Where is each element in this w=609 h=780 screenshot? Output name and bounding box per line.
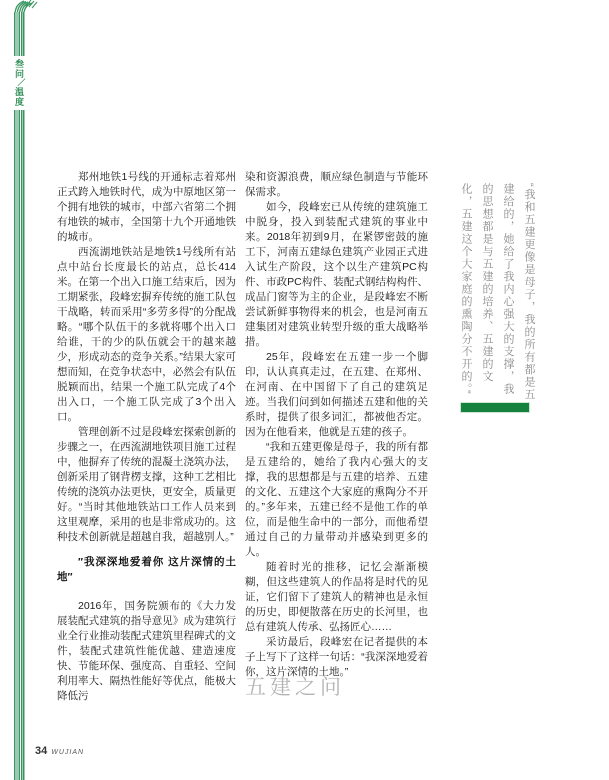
paragraph: 西流湖地铁站是地铁1号线所有站点中站台长度最长的站点，总长414米。在第一个出入口施工结束后，因为工期紧张，段峰宏摒弃传统的施工队包干战略，转而采用“多劳多得”的分配战略。“哪个队伍干的多就将哪个出入口给谁，干的少的队伍就会干的越来越少，形成动态的竞争关系。”结果大家可想而知，在竞争状态中，必然会有队伍脱颖而出，结果一个施工队完成了4个出入口，一个施工队完成了3个出入口。 [57, 246, 236, 423]
magazine-name: WUJIAN [51, 749, 85, 756]
paragraph: 2016年，国务院颁布的《大力发展装配式建筑的指导意见》成为建筑行业全行业推动装配式建筑里程碑式的文件，装配式建筑性能优越、建造速度快、节能环保、强度高、自重轻、空间利用率大、隔热性能好等优点，能极大降低污 [57, 600, 236, 702]
section-label-char: 叁 [14, 59, 24, 69]
section-label-char: 问 [14, 69, 24, 79]
section-label-char: 温 [14, 87, 24, 97]
paragraph: 25年，段峰宏在五建一步一个脚印，认认真真走过，在五建、在郑州、在河南、在中国留下了自己的建筑足迹。当我们问到如何描述五建和他的关系时，提供了很多词汇，都被他否定。因为在他看来，他就是五建的孩子。 [245, 351, 428, 438]
section-label-slash: ／ [17, 78, 26, 87]
left-striped-band [14, 12, 25, 780]
pull-quote-accent-bar [460, 402, 530, 413]
paragraph: 随着时光的推移，记忆会渐渐模糊，但这些建筑人的作品将是时代的见证，它们留下了建筑人的精神也是永恒的历史，即便散落在历史的长河里，也总有建筑人传承、弘扬匠心…… [245, 561, 428, 633]
page-number: 34 [35, 745, 48, 757]
text-column-2 [245, 170, 428, 699]
paragraph: 染和资源浪费，顺应绿色制造与节能环保需求。 [245, 171, 428, 198]
page-footer [35, 745, 84, 757]
paragraph: 管理创新不过是段峰宏探索创新的步骤之一，在西流湖地铁项目施工过程中，他摒弃了传统的混凝土浇筑办法，创新采用了钢背楞支撑，这种工艺相比传统的浇筑办法更快，更安全，质量更好。“当时其他地铁站口工作人员来到这里观摩，采用的也是非常成功的。这种技术创新就是超越自我，超越别人。” [57, 426, 236, 543]
watermark-title: 五建之问 [245, 676, 345, 699]
section-subheading: ″我深深地爱着你 这片深情的土地″ [57, 556, 236, 583]
text-column-1 [57, 170, 236, 704]
section-label [8, 56, 31, 110]
paragraph: 采访最后，段峰宏在记者提供的本子上写下了这样一句话：“我深深地爱着你，这片深情的土地。” [245, 636, 428, 678]
section-label-char: 度 [14, 97, 24, 107]
paragraph: 如今，段峰宏已从传统的建筑施工中脱身，投入到装配式建筑的事业中来。2018年初到9月，在紧锣密鼓的施工下，河南五建绿色建筑产业园正式进入试生产阶段，这个以生产建筑PC构件、市政PC构件、装配式钢结构构件、成品门窗等为主的企业，是段峰宏不断尝试新鲜事物得来的机会，也是河南五建集团对建筑业转型升级的重大战略举措。 [245, 201, 428, 348]
paragraph: “我和五建更像是母子，我的所有都是五建给的，她给了我内心强大的支撑，我的思想都是与五建的培养、五建的文化、五建这个大家庭的熏陶分不开的。”多年来，五建已经不是他工作的单位，而是他生命中的一部分，而他希望通过自己的力量带动并感染到更多的人。 [245, 441, 428, 558]
paragraph: 郑州地铁1号线的开通标志着郑州正式跨入地铁时代，成为中原地区第一个拥有地铁的城市，中部六省第二个拥有地铁的城市，全国第十九个开通地铁的城市。 [57, 171, 236, 243]
pull-quote: “我和五建更像是母子，我的所有都是五建给的，她给了我内心强大的支撑，我的思想都是与五建的培养、五建的文化，五建这个大家庭的熏陶分不开的。” [460, 183, 535, 401]
